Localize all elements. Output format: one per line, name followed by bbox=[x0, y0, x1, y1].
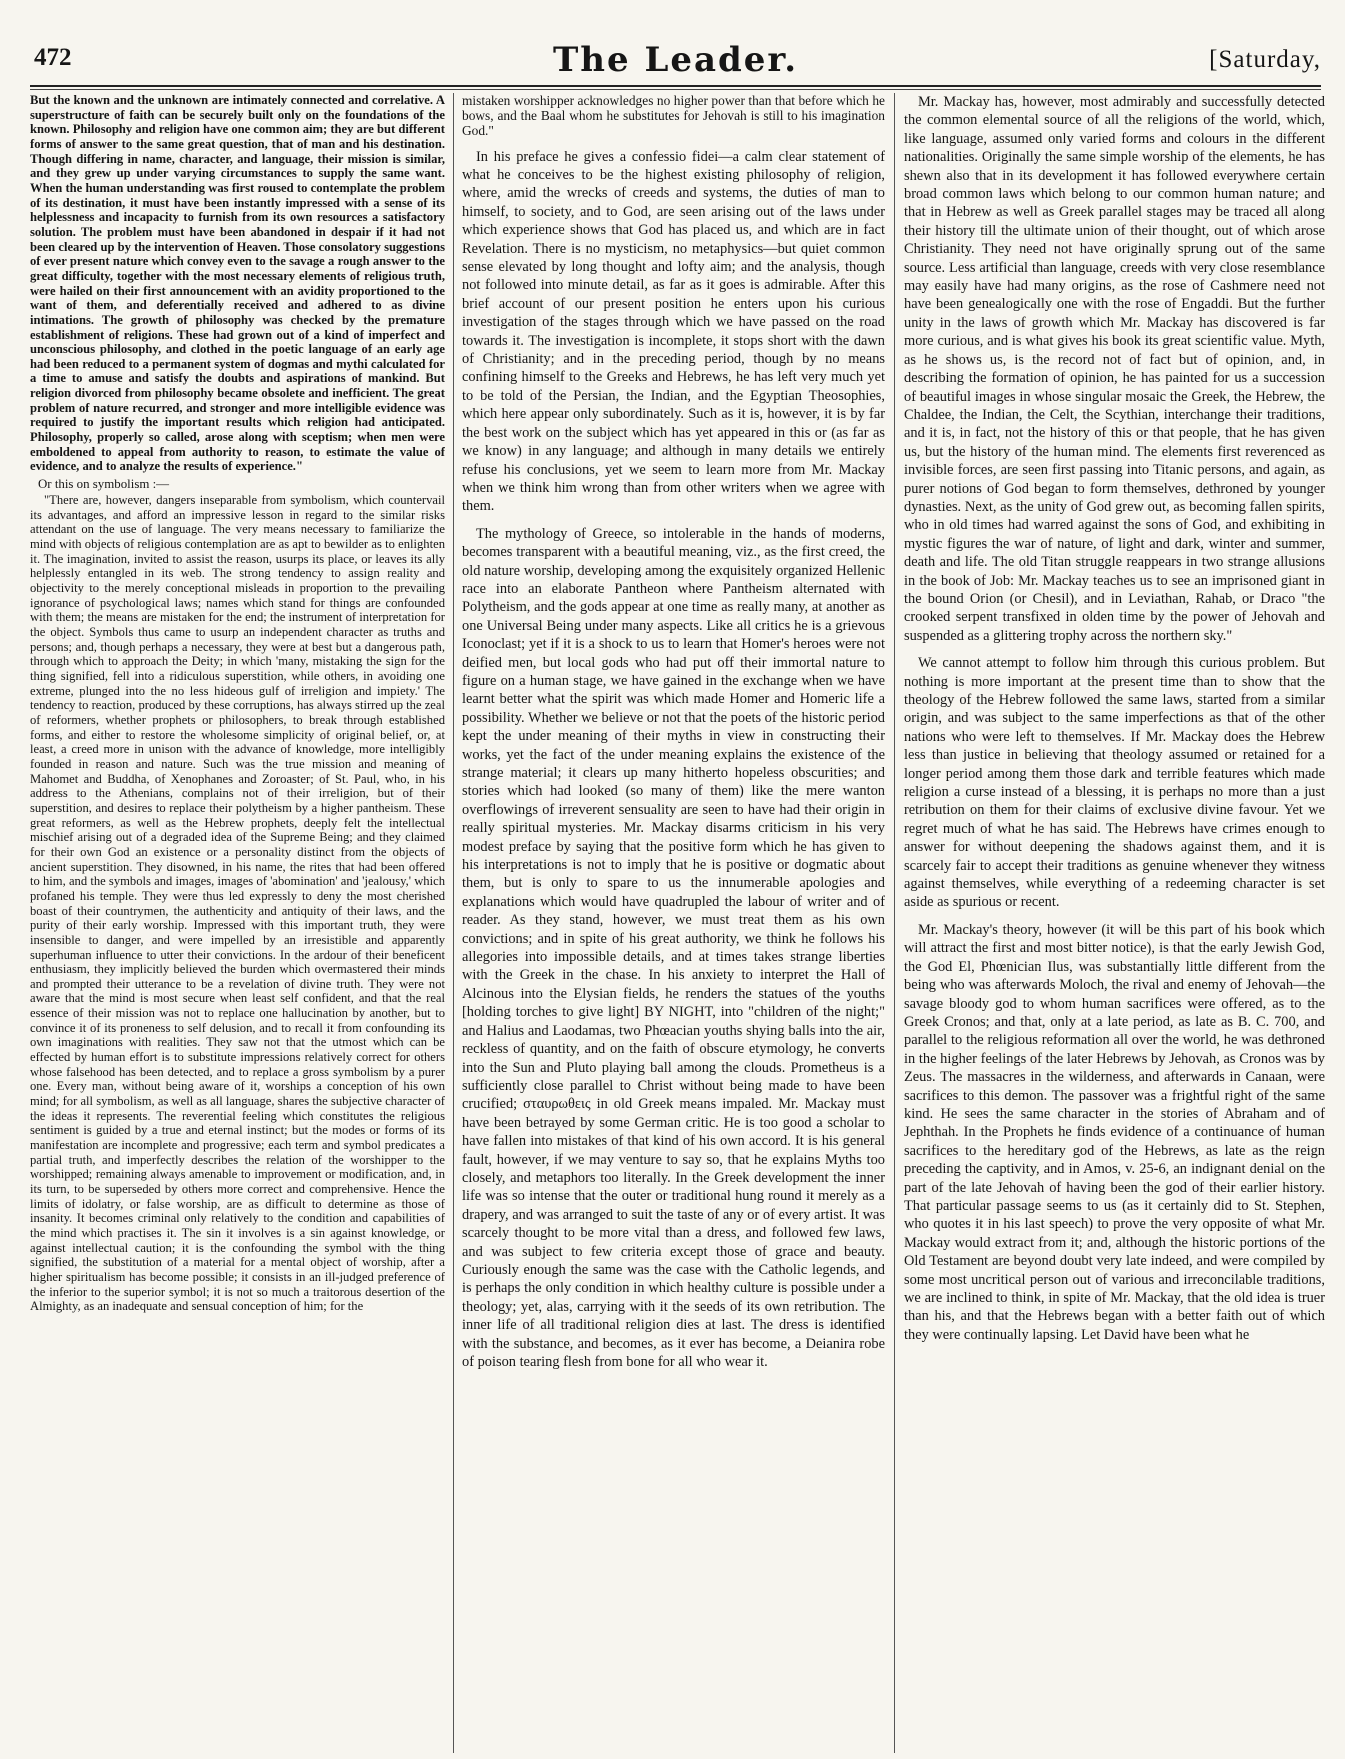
header-rule-thin bbox=[30, 89, 1321, 90]
column-divider bbox=[894, 93, 895, 1753]
symbolism-intro: Or this on symbolism :— bbox=[38, 477, 170, 492]
column-divider bbox=[453, 93, 454, 1753]
column-left bbox=[30, 93, 445, 1753]
column-middle bbox=[462, 93, 885, 1753]
page-number: 472 bbox=[34, 44, 72, 71]
symbolism-quote: "There are, however, dangers inseparable from symbolism, which countervail its advantages, and afford an impressive lesson in regard to the similar risks attendant on the use of language. The very means necessary to familiarize the mind with objects of religious contemplation are as apt to bewilder as to enlighten it. The imagination, invited to assist the reason, usurps its place, or leaves its ally helplessly entangled in its web. The strong tendency to assign reality and objectivity to the merely conceptional misleads in proportion to the prevailing ignorance of psychological laws; names which stand for things are confounded with them; the means are mistaken for the end; the instrument of interpretation for the object. Symbols thus came to usurp an independent character as truths and persons; and, though perhaps a necessary, they were at best but a dangerous path, through which to approach the Deity; in which 'many, mistaking the sign for the thing signified, fell into a ridiculous superstition, while others, in avoiding one extreme, plunged into the no less hideous gulf of irreligion and impiety.' The tendency to reaction, produced by these corruptions, has always stirred up the zeal of reformers, whether prophets or philosophers, to break through established forms, and either to restore the wholesome simplicity of original belief, or, at least, a creed more in unison with the advance of knowledge, more intelligibly founded in reason and nature. Such was the true mission and meaning of Mahomet and Buddha, of Xenophanes and Zoroaster; of St. Paul, who, in his address to the Athenians, complains not of their irreligion, but of their superstition, and desires to replace their polytheism by a higher pantheism. These great reformers, as well as the Hebrew prophets, deeply felt the intellectual mischief arising out of a degraded idea of the Supreme Being; and they claimed for their own God an existence or a personality distinct from the objects of ancient superstition. They disowned, in his name, the rites that had been offered to him, and the symbols and images, images of 'abomination' and 'jealousy,' which profaned his temple. They were thus led expressly to deny the most cherished boast of their countrymen, the authenticity and antiquity of their laws, and the purity of their early worship. Impressed with this important truth, they were insensible to danger, and were impelled by an irresistible and apparently superhuman influence to utter their convictions. In the ardour of their beneficent enthusiasm, they implicitly believed the burden which overmastered their minds and prompted their utterance to be a revelation of divine truth. They were not aware that the mind is most secure when least self confident, and that the real essence of their mission was not to replace one hallucination by another, but to convince it of its proneness to self delusion, and to recall it from confounding its own imaginations with realities. They saw not that the utmost which can be effected by human effort is to substitute impressions relatively correct for others whose falsehood has been detected, and to replace a gross symbolism by a purer one. Every man, without being aware of it, worships a conception of his own mind; for all symbolism, as well as all language, shares the subjective character of the ideas it represents. The reverential feeling which constitutes the religious sentiment is guided by a true and eternal instinct; but the modes or forms of its manifestation are incomplete and progressive; each term and symbol predicates a partial truth, and imperfectly describes the relation of the worshipper to the worshipped; remaining always amenable to improvement or modification, and, in its turn, to be superseded by others more correct and comprehensive. Hence the limits of idolatry, or false worship, are as difficult to determine as those of insanity. It becomes criminal only relatively to the condition and capabilities of the mind which practises it. The sin it involves is a sin against knowledge, or against intellectual caution; it is the confounding the symbol with the thing signified, the substitution of a material for a mental object of worship, after a higher spiritualism has become possible; it consists in an ill-judged preference of the inferior to the superior symbol; it is not so much a traitorous desertion of the Almighty, as an inadequate and sensual conception of him; for the bbox=[30, 493, 445, 1314]
header-rule bbox=[30, 85, 1321, 87]
masthead bbox=[26, 40, 1325, 82]
mackay-theory-paragraph: Mr. Mackay's theory, however (it will be this part of his book which will attract the first and most bitter notice), is that the early Jewish God, the God El, Phœnician Ilus, was substantially little different from the being who was afterwards Moloch, the rival and enemy of Jehovah—the savage bloody god to whom human sacrifices were offered, as to the Greek Cronos; and that, only at a late period, as late as B. C. 700, and parallel to the religious reformation all over the world, he was dethroned in the higher feelings of the later Hebrews by Jehovah, as Cronos was by Zeus. The massacres in the wilderness, and afterwards in Canaan, were sacrifices to this demon. The passover was a frightful right of the same kind. He sees the same character in the stories of Abraham and of Jephthah. In the Prophets he finds evidence of a continuance of human sacrifices to the hereditary god of the Hebrews, as late as the reign preceding the captivity, and in Amos, v. 25-6, an indignant denial on the part of the late Jehovah of having been the god of their earlier history. That particular passage seems to us (as it certainly did to St. Stephen, who quotes it in his last speech) to prove the very opposite of what Mr. Mackay would extract from it; and, although the historic portions of the Old Testament are beyond doubt very late indeed, and were compiled by some most uncritical person out of various and irreconcilable traditions, we are inclined to think, in spite of Mr. Mackay, that the old idea is truer than his, and that the Hebrews began with a better faith out of which they were continually lapsing. Let David have been what he bbox=[904, 921, 1325, 1343]
hebrew-theology-paragraph: We cannot attempt to follow him through this curious problem. But nothing is more important at the present time than to show that the theology of the Hebrew followed the same laws, started from a similar origin, and was subject to the same imperfections as that of the other nations who were left to themselves. If Mr. Mackay does the Hebrew less than justice in believing that theology assumed or retained for a longer period among them those dark and terrible features which made religion a curse instead of a blessing, it is perhaps no more than a just retribution on them for their claims of exclusive divine favour. Yet we regret much of what he has said. The Hebrews have crimes enough to answer for without deepening the shadows against them, and it is scarcely fair to accept their traditions as genuine whenever they witness against themselves, while everything of a redeeming character is set aside as spurious or recent. bbox=[904, 655, 1325, 911]
quoted-paragraph: But the known and the unknown are intimately connected and correlative. A superstructure of faith can be securely built only on the foundations of the known. Philosophy and religion have one common aim; they are but different forms of answer to the same great question, that of man and his destination. Though differing in name, character, and language, their mission is similar, and they grew up under varying circumstances to supply the same want. When the human understanding was first roused to contemplate the problem of its destination, it must have been instantly impressed with a sense of its helplessness and incapacity to furnish from its own resources a satisfactory solution. The problem must have been abandoned in despair if it had not been cleared up by the intervention of Heaven. Those consolatory suggestions of ever present nature which convey even to the savage a rough answer to the great difficulty, together with the most necessary elements of religious truth, were hailed on their first announcement with an avidity proportioned to the want of them, and deferentially received and adhered to as divine intimations. The growth of philosophy was checked by the premature establishment of religions. These had grown out of a kind of imperfect and unconscious philosophy, and clothed in the poetic language of an early age had been reduced to a permanent system of dogmas and mythi calculated for a time to amuse and satisfy the doubts and aspirations of mankind. But religion divorced from philosophy became obsolete and inefficient. The great problem of nature recurred, and stronger and more intelligible evidence was required to justify the important results which religion had anticipated. Philosophy, properly so called, arose along with sceptism; when men were emboldened to appeal from authority to reason, to estimate the value of evidence, and to analyze the results of experience." bbox=[30, 93, 445, 474]
greek-mythology-paragraph: The mythology of Greece, so intolerable in the hands of moderns, becomes transparent with a beautiful meaning, viz., as the first creed, the old nature worship, developing among the exquisitely organized Hellenic race into an elaborate Pantheon where Pantheism alternated with Polytheism, and the gods appear at one time as really many, at another as one Universal Being under many aspects. Like all critics he is a grievous Iconoclast; yet if it is a shock to us to learn that Homer's heroes were not deified men, but local gods who had put off their immortal nature to figure on a human stage, we have gained in the exchange when we have learnt better what the spirit was which made Homer and Homeric life a possibility. Whether we believe or not that the poets of the historic period kept the under meaning of their myths in view in constructing their works, yet the fact of the under meaning explains the existence of the strange material; it clears up many hitherto hopeless obscurities; and stories which had looked (so many of them) like the mere wanton overflowings of irreverent sensuality are seen to have had their origin in really spiritual mysteries. Mr. Mackay disarms criticism in his very modest preface by saying that the positive form which he has given to his interpretations is not to imply that he is positive or dogmatic about them, but is only to spare to us the innumerable apologies and explanations which would have quadrupled the labour of writer and of reader. As they stand, however, we must treat them as his own convictions; and in spite of his great authority, we think he follows his allegories into impossible details, and at times takes strange liberties with the Greek in the chase. In his anxiety to interpret the Hall of Alcinous into the Elysian fields, he renders the statues of the youths [holding torches to give light] BY NIGHT, into "children of the night;" and Halius and Laodamas, two Phœacian youths shying balls into the air, reckless of quantity, and on the faith of obscure etymology, he converts into the Sun and Pluto playing ball among the clouds. Prometheus is a sufficiently close parallel to Christ without being made to have been crucified; σταυρωθεις in old Greek means impaled. Mr. Mackay must have been betrayed by some German critic. He is too good a scholar to have fallen into mistakes of that kind of his own accord. It is his general fault, however, if we may venture to say so, that he explains Myths too closely, and metaphors too literally. In the Greek development the inner life was so intense that the outer or traditional hung round it merely as a drapery, and was arranged to suit the taste of any or of every artist. It was scarcely thought to be more vital than a dress, and followed few laws, and was subject to few criteria except those of grace and beauty. Curiously enough the same was the case with the Catholic legends, and is perhaps the only condition in which healthy culture is possible under a theology; yet, alas, carrying with it the seeds of its own retribution. The inner life of all traditional religion dies at last. The dress is identified with the substance, and becomes, as it ever has become, a Deianira robe of poison tearing flesh from bone for all who wear it. bbox=[462, 525, 885, 1371]
article-columns bbox=[30, 93, 1325, 1753]
preface-paragraph: In his preface he gives a confessio fidei—a calm clear statement of what he conceives to be the highest existing philosophy of religion, where, amid the wrecks of creeds and systems, the duties of man to himself, to society, and to God, are seen arising out of the laws under which experience shows that God has placed us, and which are in fact Revelation. There is no mysticism, no metaphysics—but quiet common sense elevated by long thought and lofty aim; and the analysis, though not followed into minute detail, as far as it goes is admirable. After this brief account of our present position he enters upon his curious investigation of the stages through which we have passed on the road towards it. The investigation is incomplete, it stops short with the dawn of Christianity; and in the preceding period, though by no means confining himself to the Greeks and Hebrews, he has left very much yet to be told of the Persian, the Indian, and the Egyptian Theosophies, which here appear only subordinately. Such as it is, however, it is by far the best work on the subject which has yet appeared in this or (as far as we know) in any language; and although in many details we entirely refuse his conclusions, yet we seem to learn more from Mr. Mackay when we think him wrong than from other writers when we agree with them. bbox=[462, 148, 885, 515]
newspaper-title: The Leader. bbox=[552, 40, 799, 80]
quote-continuation: mistaken worshipper acknowledges no higher power than that before which he bows, and the Baal whom he substitutes for Jehovah is still to his imagination God." bbox=[462, 93, 885, 139]
column-right bbox=[904, 93, 1325, 1753]
issue-day: [Saturday, bbox=[1209, 46, 1321, 73]
elemental-source-paragraph: Mr. Mackay has, however, most admirably and successfully detected the common elemental source of all the religions of the world, which, like language, assumed only varied forms and colours in the different nationalities. Originally the same simple worship of the elements, he has shewn also that in its development it has followed everywhere certain broad common laws which belong to our common human nature; and that in Hebrew as well as Greek parallel stages may be traced all along their history till the ultimate union of their thought, out of which arose Christianity. They need not have originally sprung out of the same source. Less artificial than language, creeds with very close resemblance may easily have had many origins, as the rose of Cashmere need not have been genealogically one with the rose of Engaddi. But the further unity in the laws of growth which Mr. Mackay has discovered is far more curious, and is what gives his book its great scientific value. Myth, as he shows us, is the record not of fact but of opinion, and, in describing the formation of opinion, he has painted for us a succession of beautiful images in whose singular mosaic the Greek, the Hebrew, the Chaldee, the Indian, the Celt, the Scythian, interchange their traditions, and it is, in fact, not the history of this or that people, that he has given us, but the history of the human mind. The elements first reverenced as invisible forces, are seen first passing into Titanic persons, and again, as purer notions of God began to form themselves, dethroned by younger dynasties. Next, as the unity of God grew out, as becoming fallen spirits, who in old times had warred against the sons of God, and exhibiting in mystic figures the war of nature, of light and dark, winter and summer, death and life. The old Titan struggle reappears in two strange allusions in the book of Job: Mr. Mackay teaches us to see an imprisoned giant in the bound Orion (or Chesil), and in Leviathan, Rahab, or Draco "the crooked serpent transfixed in olden time by the power of Jehovah and suspended as a glittering trophy across the northern sky." bbox=[904, 94, 1325, 644]
